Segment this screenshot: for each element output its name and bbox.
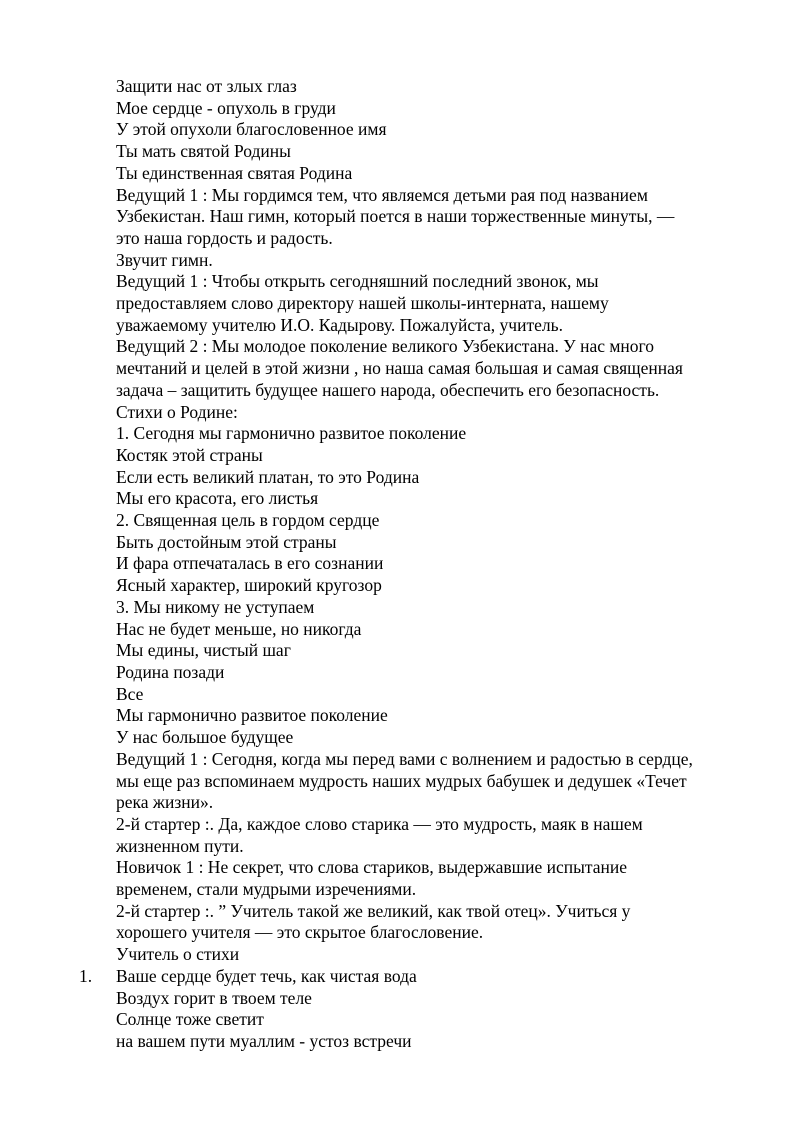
text-line: Звучит гимн. [116,249,213,270]
text-line: 2-й стартер :. ” Учитель такой же великий, как твой отец». Учиться у [116,900,631,921]
text-line: Мое сердце - опухоль в груди [116,97,336,118]
text-line: уважаемому учителю И.О. Кадырову. Пожалуйста, учитель. [116,314,563,335]
text-line: И фара отпечаталась в его сознании [116,553,384,574]
text-line: жизненном пути. [116,835,244,856]
text-line: Родина позади [116,661,225,682]
text-line: река жизни». [116,792,214,813]
text-line: Ведущий 1 : Сегодня, когда мы перед вами с волнением и радостью в сердце, [116,748,693,769]
list-item-line: Ваше сердце будет течь, как чистая вода [116,965,417,986]
text-line: хорошего учителя — это скрытое благословение. [116,922,484,943]
text-line: Ты мать святой Родины [116,141,291,162]
text-line: 2-й стартер :. Да, каждое слово старика — это мудрость, маяк в нашем [116,813,643,834]
text-line: задача – защитить будущее нашего народа, обеспечить его безопасность. [116,379,660,400]
text-line: предоставляем слово директору нашей школы-интерната, нашему [116,293,609,314]
text-line: 2. Священная цель в гордом сердце [116,510,380,531]
document-text [79,76,756,1053]
text-line: Ты единственная святая Родина [116,162,353,183]
text-line: 1. Сегодня мы гармонично развитое поколение [116,423,467,444]
text-line: Костяк этой страны [116,444,263,465]
numbered-list [79,965,756,1053]
text-line: Если есть великий платан, то это Родина [116,466,420,487]
list-item-line: на вашем пути муаллим - устоз встречи [116,1030,412,1051]
text-line: Быть достойным этой страны [116,531,337,552]
text-line: временем, стали мудрыми изречениями. [116,879,417,900]
text-line: Мы гармонично развитое поколение [116,705,388,726]
text-line: Ясный характер, широкий кругозор [116,575,382,596]
text-line: Ведущий 2 : Мы молодое поколение великого Узбекистана. У нас много [116,336,655,357]
text-line: 3. Мы никому не уступаем [116,596,315,617]
text-line: мы еще раз вспоминаем мудрость наших мудрых бабушек и дедушек «Течет [116,770,687,791]
text-line: Ведущий 1 : Чтобы открыть сегодняшний последний звонок, мы [116,271,599,292]
text-line: Учитель о стихи [116,944,240,965]
text-line: Узбекистан. Наш гимн, который поется в наши торжественные минуты, — [116,206,675,227]
text-line: Стихи о Родине: [116,401,238,422]
list-marker: 1. [79,965,93,986]
text-line: мечтаний и целей в этой жизни , но наша самая большая и самая священная [116,358,683,379]
text-line: Все [116,683,144,704]
text-line: У нас большое будущее [116,727,294,748]
text-line: Защити нас от злых глаз [116,76,297,96]
text-line: Ведущий 1 : Мы гордимся тем, что являемся детьми рая под названием [116,184,648,205]
text-line: Нас не будет меньше, но никогда [116,618,362,639]
list-item-line: Солнце тоже светит [116,1009,264,1030]
text-line: Мы едины, чистый шаг [116,640,291,661]
list-item-line: Воздух горит в твоем теле [116,987,312,1008]
text-line: это наша гордость и радость. [116,227,333,248]
text-line: У этой опухоли благословенное имя [116,119,387,140]
text-line: Новичок 1 : Не секрет, что слова стариков, выдержавшие испытание [116,857,628,878]
text-line: Мы его красота, его листья [116,488,319,509]
